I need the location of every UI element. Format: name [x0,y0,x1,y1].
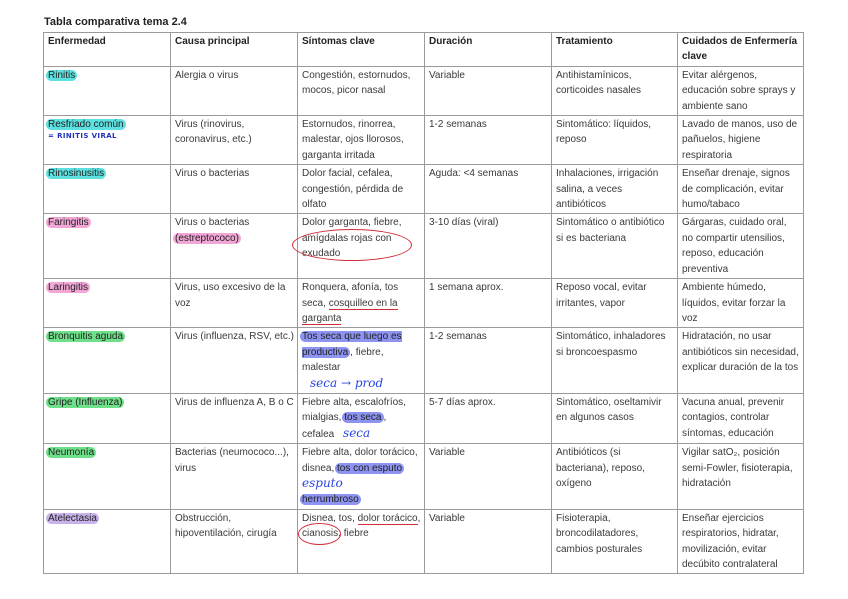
disease-name: Rinitis [48,69,76,81]
cell-sintomas [298,214,425,279]
comparison-table [43,32,804,574]
cell-enfermedad [44,165,171,214]
cell-cuidados: Vigilar satO₂, posición semi-Fowler, fisioterapia, hidratación [678,444,804,510]
disease-name: Laringitis [48,282,89,294]
handwritten-note: seca → prod [310,375,384,390]
disease-name: Atelectasia [48,512,97,524]
symptom-text: Disnea, tos, [302,512,355,524]
symptom-text: Fiebre alta, escalofríos, mialgias, [302,396,406,424]
cell-cuidados: Vacuna anual, prevenir contagios, controlar síntomas, educación [678,393,804,443]
disease-name: Bronquitis aguda [48,331,124,343]
disease-name: Resfriado común [48,119,124,131]
cell-tratamiento: Sintomático, inhaladores si broncoespasmo [552,328,678,394]
table-row [44,328,804,394]
symptom-underlined: dolor torácico [357,512,418,524]
cell-cuidados: Evitar alérgenos, educación sobre sprays y ambiente sano [678,66,804,115]
symptom-circled: cianosis [302,526,338,541]
cell-enfermedad [44,116,171,165]
cell-cuidados: Lavado de manos, uso de pañuelos, higiene respiratoria [678,116,804,165]
cell-tratamiento: Antibióticos (si bacteriana), reposo, oxígeno [552,444,678,510]
cell-tratamiento: Reposo vocal, evitar irritantes, vapor [552,279,678,328]
symptom-circled: amígdalas rojas con exudado [302,232,392,260]
cell-causa: Virus (rinovirus, coronavirus, etc.) [171,116,298,165]
cell-tratamiento: Antihistamínicos, corticoides nasales [552,66,678,115]
symptom-text: Fiebre alta, dolor torácico, disnea, [302,447,418,474]
cell-sintomas: Dolor facial, cefalea, congestión, pérdida de olfato [298,165,425,214]
cell-duracion: Variable [425,509,552,574]
table-row [44,66,804,115]
header-cuidados: Cuidados de Enfermería clave [678,33,804,67]
symptom-text: , fiebre [338,528,369,540]
symptom-underlined: cosquilleo en la garganta [302,297,398,324]
table-row [44,393,804,443]
disease-name: Gripe (Influenza) [48,396,123,408]
table-row [44,279,804,328]
cell-sintomas [298,279,425,328]
cell-enfermedad [44,393,171,443]
cell-sintomas [298,328,425,394]
cell-sintomas [298,444,425,510]
cell-duracion: 1-2 semanas [425,328,552,394]
cause-text: Virus o bacterias [175,217,250,229]
cell-duracion: 1-2 semanas [425,116,552,165]
cell-cuidados: Gárgaras, cuidado oral, no compartir utensilios, reposo, educación preventiva [678,214,804,279]
symptom-text: , [417,512,421,524]
symptom-highlight: tos seca [344,412,382,424]
cell-duracion: 5-7 días aprox. [425,393,552,443]
cell-sintomas: Estornudos, rinorrea, malestar, ojos llorosos, garganta irritada [298,116,425,165]
cell-tratamiento: Sintomático, oseltamivir en algunos casos [552,393,678,443]
cell-enfermedad [44,328,171,394]
cell-cuidados: Enseñar drenaje, signos de complicación, evitar humo/tabaco [678,165,804,214]
table-row [44,509,804,574]
cell-duracion: Variable [425,444,552,510]
document-title: Tabla comparativa tema 2.4 [44,16,187,28]
cell-tratamiento: Sintomático: líquidos, reposo [552,116,678,165]
table-row [44,214,804,279]
cell-tratamiento: Fisioterapia, broncodilatadores, cambios posturales [552,509,678,574]
header-enfermedad: Enfermedad [44,33,171,67]
cell-sintomas: Congestión, estornudos, mocos, picor nasal [298,66,425,115]
symptom-text: Ronquera, afonía, tos seca, [302,282,399,309]
symptom-highlight: Tos seca que luego es productiva [302,331,402,358]
header-sintomas: Síntomas clave [298,33,425,67]
cell-causa: Obstrucción, hipoventilación, cirugía [171,509,298,574]
handwritten-note: = RINITIS VIRAL [48,132,117,141]
cell-enfermedad [44,444,171,510]
symptom-highlight: tos con esputo [337,462,403,474]
cell-tratamiento: Sintomático o antibiótico si es bacteriana [552,214,678,279]
highlight-pathogen: (estreptococo) [175,232,239,244]
cell-duracion: Variable [425,66,552,115]
handwritten-note: seca [343,425,371,440]
cell-causa: Virus de influenza A, B o C [171,393,298,443]
header-tratamiento: Tratamiento [552,33,678,67]
cell-enfermedad [44,66,171,115]
cell-enfermedad [44,509,171,574]
cell-causa: Alergia o virus [171,66,298,115]
symptom-text: , cefalea [302,412,387,440]
cell-cuidados: Ambiente húmedo, líquidos, evitar forzar la voz [678,279,804,328]
cell-sintomas [298,393,425,443]
disease-name: Faringitis [48,217,89,229]
cell-duracion: 1 semana aprox. [425,279,552,328]
cell-cuidados: Enseñar ejercicios respiratorios, hidratar, movilización, evitar decúbito contralateral [678,509,804,574]
header-causa: Causa principal [171,33,298,67]
cell-tratamiento: Inhalaciones, irrigación salina, a veces antibióticos [552,165,678,214]
cell-enfermedad [44,279,171,328]
cell-causa: Virus, uso excesivo de la voz [171,279,298,328]
cell-cuidados: Hidratación, no usar antibióticos sin necesidad, explicar duración de la tos [678,328,804,394]
header-row [44,33,804,67]
cell-causa [171,214,298,279]
symptom-text: , fiebre, malestar [302,346,384,374]
handwritten-note: esputo [302,475,343,490]
table-row [44,444,804,510]
cell-causa: Virus (influenza, RSV, etc.) [171,328,298,394]
cell-causa: Virus o bacterias [171,165,298,214]
cell-causa: Bacterias (neumococo...), virus [171,444,298,510]
table-row [44,116,804,165]
disease-name: Neumonía [48,447,95,459]
symptom-highlight: herrumbroso [302,494,359,506]
cell-duracion: Aguda: <4 semanas [425,165,552,214]
table-row [44,165,804,214]
cell-enfermedad [44,214,171,279]
cell-sintomas [298,509,425,574]
symptom-text: Dolor garganta, fiebre, [302,217,402,229]
cell-duracion: 3-10 días (viral) [425,214,552,279]
header-duracion: Duración [425,33,552,67]
disease-name: Rinosinusitis [48,168,105,180]
